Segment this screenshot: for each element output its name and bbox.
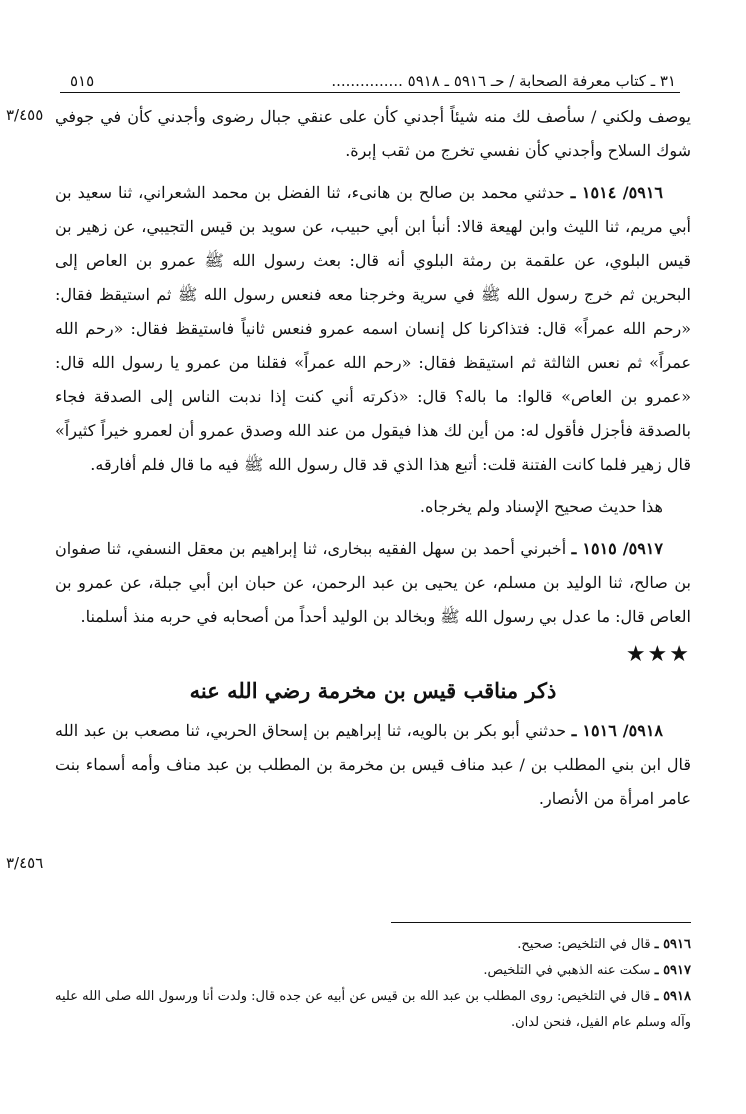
- footnote-number: ٥٩١٦ ـ: [654, 937, 691, 952]
- footnote-rule: [391, 922, 691, 923]
- running-title: ٣١ ـ كتاب معرفة الصحابة / حـ ٥٩١٦ ـ ٥٩١٨ ...............: [331, 72, 676, 90]
- paragraph: يوصف ولكني / سأصف لك منه شيئاً أجدني كأن على عنقي جبال رضوى وأجدني كأن في جوفي شوك السلاح وأجدني كأن نفسي تخرج من ثقب إبرة.: [55, 107, 691, 160]
- section-heading: ذكر مناقب قيس بن مخرمة رضي الله عنه: [189, 678, 557, 703]
- hadith-number: ٥٩١٨/ ١٥١٦ ـ: [571, 721, 664, 740]
- footnote-text: سكت عنه الذهبي في التلخيص.: [483, 963, 651, 978]
- section-divider-stars: ★★★: [625, 642, 691, 667]
- margin-reference: ٣/٤٥٥: [6, 106, 44, 124]
- footnotes: [55, 932, 691, 1036]
- page-number: ٥١٥: [70, 72, 95, 90]
- footnote-text: قال في التلخيص: صحيح.: [517, 937, 651, 952]
- hadith-text: حدثني محمد بن صالح بن هانىء، ثنا الفضل بن محمد الشعراني، ثنا سعيد بن أبي مريم، ثنا الليث وابن لهيعة قالا: أنبأ ابن أبي حبيب، عن سويد بن قيس التجيبي، عن زهير بن قيس البلوي، عن علقمة بن رمثة البلوي أنه قال: بعث رسول الله ﷺ عمرو بن العاص إلى البحرين ثم خرج رسول الله ﷺ في سرية وخرجنا معه فنعس رسول الله ﷺ ثم استيقظ فقال: «رحم الله عمراً» قال: فتذاكرنا كل إنسان اسمه عمرو فنعس ثانياً فاستيقظ فقال: «رحم الله عمراً» ثم نعس الثالثة ثم استيقظ فقال: «رحم الله عمراً» فقلنا من عمرو يا رسول الله قال: «عمرو بن العاص» قالوا: ما باله؟ قال: «ذكرته أني كنت إذا ندبت الناس إلى الصدقة فجاء بالصدقة فأجزل فأقول له: من أين لك هذا فيقول من عند الله وصدق عمرو أن لعمرو خيراً كثيراً» قال زهير فلما كانت الفتنة قلت: أتبع هذا الذي قد قال رسول الله ﷺ فيه ما قال فلم أفارقه.: [55, 183, 691, 474]
- footnote: [55, 958, 691, 984]
- hadith-paragraph: [55, 176, 691, 482]
- footnote-number: ٥٩١٨ ـ: [654, 989, 691, 1004]
- hadith-paragraph: [55, 714, 691, 816]
- hadith-paragraph: [55, 532, 691, 634]
- footnote-text: قال في التلخيص: روى المطلب بن عبد الله بن قيس عن أبيه عن جده قال: ولدت أنا ورسول الله صلى الله عليه وآله وسلم عام الفيل، فنحن لدان.: [55, 989, 691, 1030]
- hadith-number: ٥٩١٦/ ١٥١٤ ـ: [570, 183, 663, 202]
- footnote: [55, 932, 691, 958]
- hadith-number: ٥٩١٧/ ١٥١٥ ـ: [571, 539, 663, 558]
- hadith-text: أخبرني أحمد بن سهل الفقيه ببخارى، ثنا إبراهيم بن معقل النسفي، ثنا صفوان بن صالح، ثنا الوليد بن مسلم، عن يحيى بن عبد الرحمن، عن حبان ابن أبي جبلة، عن عمرو بن العاص قال: ما عدل بي رسول الله ﷺ وبخالد بن الوليد أحداً من أصحابه في حربه منذ أسلمنا.: [55, 539, 692, 626]
- footnote-number: ٥٩١٧ ـ: [654, 963, 691, 978]
- main-text: [55, 100, 691, 816]
- header-rule: [60, 92, 680, 93]
- hadith-text: حدثني أبو بكر بن بالويه، ثنا إبراهيم بن إسحاق الحربي، ثنا مصعب بن عبد الله قال ابن بني المطلب بن / عبد مناف قيس بن مخرمة بن المطلب بن عبد مناف وأمه أسماء بنت عامر امرأة من الأنصار.: [55, 721, 691, 808]
- footnote: [55, 984, 691, 1036]
- grading-paragraph: هذا حديث صحيح الإسناد ولم يخرجاه.: [419, 497, 663, 516]
- running-header: [70, 62, 676, 90]
- margin-reference: ٣/٤٥٦: [6, 854, 44, 872]
